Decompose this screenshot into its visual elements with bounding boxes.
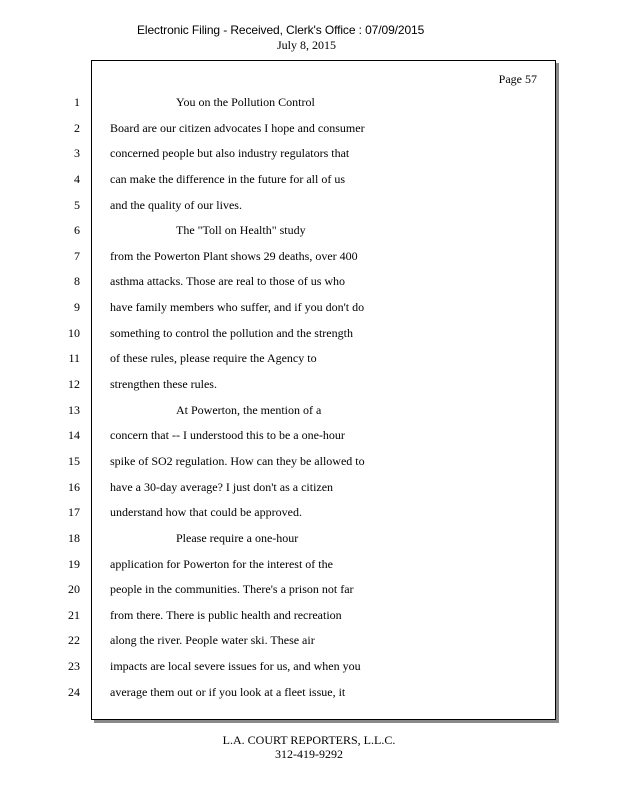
transcript-line: from there. There is public health and recreation (110, 607, 342, 622)
transcript-line: have a 30-day average? I just don't as a citizen (110, 479, 334, 494)
transcript-line: something to control the pollution and the strength (110, 325, 353, 340)
transcript-line: You on the Pollution Control (176, 95, 315, 109)
line-number: 13 (68, 402, 80, 417)
transcript-line: understand how that could be approved. (110, 505, 302, 520)
page-number: Page 57 (498, 72, 537, 86)
transcript-line: strengthen these rules. (110, 377, 217, 392)
transcript-line: asthma attacks. Those are real to those of us who (110, 274, 346, 289)
transcript-line: Please require a one-hour (176, 530, 299, 545)
line-number: 12 (68, 377, 80, 392)
reporter-company: L.A. COURT REPORTERS, L.L.C. (222, 733, 396, 747)
transcript-line: of these rules, please require the Agency to (110, 351, 317, 366)
line-number: 6 (74, 223, 80, 238)
line-number: 9 (74, 300, 80, 315)
transcript-line: concerned people but also industry regulators that (110, 146, 350, 161)
transcript-line: concern that -- I understood this to be a one-hour (110, 428, 345, 443)
transcript-line: from the Powerton Plant shows 29 deaths, over 400 (110, 248, 358, 263)
transcript-line: The "Toll on Health" study (176, 223, 306, 238)
transcript-line: people in the communities. There's a prison not far (110, 582, 354, 597)
transcript-line: impacts are local severe issues for us, and when you (110, 659, 361, 674)
line-number: 7 (74, 248, 80, 263)
line-number: 11 (68, 351, 80, 366)
reporter-phone: 312-419-9292 (275, 747, 343, 761)
line-number: 15 (68, 453, 80, 468)
footer (0, 733, 618, 761)
line-number: 16 (68, 479, 80, 494)
transcript-line: can make the difference in the future for all of us (110, 171, 346, 186)
transcript-date: July 8, 2015 (277, 38, 337, 52)
line-number: 24 (68, 684, 80, 699)
transcript-line: application for Powerton for the interest of the (110, 556, 333, 571)
transcript-line: and the quality of our lives. (110, 197, 242, 212)
transcript-line: spike of SO2 regulation. How can they be allowed to (110, 453, 365, 468)
line-number: 10 (68, 325, 80, 340)
transcript-line: At Powerton, the mention of a (176, 402, 322, 417)
line-number: 4 (74, 171, 80, 186)
line-number: 21 (68, 607, 80, 622)
line-number: 3 (74, 146, 80, 161)
line-number: 19 (68, 556, 80, 571)
line-number: 17 (68, 505, 80, 520)
line-number: 22 (68, 633, 80, 648)
transcript-line: average them out or if you look at a fleet issue, it (110, 684, 346, 699)
line-number-column (0, 92, 80, 707)
line-number: 20 (68, 582, 80, 597)
transcript-line: have family members who suffer, and if you don't do (110, 300, 365, 315)
line-number: 8 (74, 274, 80, 289)
line-number: 2 (74, 120, 80, 135)
line-number: 5 (74, 197, 80, 212)
transcript-text (110, 92, 410, 707)
line-number: 18 (68, 530, 80, 545)
line-number: 23 (68, 659, 80, 674)
line-number: 14 (68, 428, 80, 443)
line-number: 1 (74, 95, 80, 109)
transcript-line: Board are our citizen advocates I hope and consumer (110, 120, 365, 135)
filing-stamp: Electronic Filing - Received, Clerk's Office : 07/09/2015 (137, 23, 425, 37)
transcript-line: along the river. People water ski. These air (110, 633, 315, 648)
